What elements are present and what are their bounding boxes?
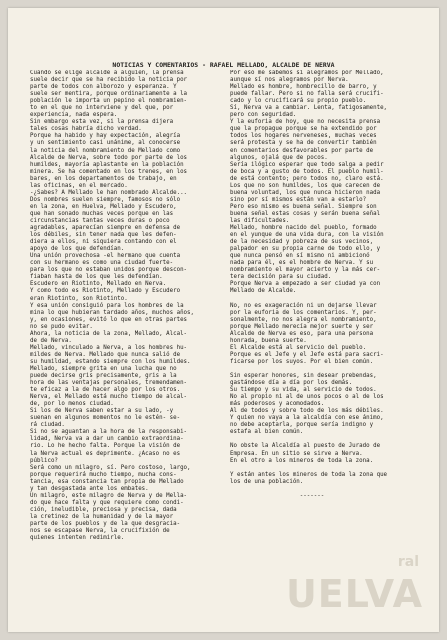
text-line: algunos, ojalá que de pocos. [230, 154, 328, 161]
text-line: Escudero en Riotinto, Mellado en Nerva. [30, 281, 167, 288]
text-line: do que hace falta y que requiere como condi- [30, 499, 184, 506]
text-line: de de Nerva. [30, 337, 72, 344]
text-line [230, 366, 426, 373]
text-line: Será como un milagro, sí. Pero costoso, largo, [30, 464, 191, 471]
text-line: hora de las ventajas personales, tremendamen- [30, 380, 188, 387]
text-line: experiencia, nada espera. [30, 112, 118, 119]
text-line: Los que no son humildes, los que carecen de [230, 182, 381, 189]
text-line: parte de todos con alborozo y esperanza. Y [30, 84, 177, 91]
text-line: Ahora, la noticia de la zona, Mellado, Alcal- [30, 330, 188, 337]
text-line: nos se escapase Nerva, la crucifixión de [30, 528, 170, 535]
text-line: suele decir que se ha recibido la noticia por [30, 77, 188, 84]
text-line: Cuando se elige alcalde a alguien, la prensa [30, 70, 184, 76]
text-line: eran Riotinto, son Riotinto. [30, 295, 128, 302]
text-line: y tan desgastada ante los embates. [30, 485, 149, 492]
text-line: con su hermano es como una ciudad fuerte- [30, 260, 174, 267]
text-line: de, por lo menos ciudad. [30, 401, 114, 408]
text-line: gastándose día a día por los demás. [230, 380, 353, 387]
text-line: los de una población. [230, 478, 304, 485]
text-line: de boca y a gusto de todos. El pueblo humil- [230, 168, 384, 175]
text-line: pero con seguridad. [230, 112, 297, 119]
text-line: para los que no estaban unidos porque descon- [30, 267, 188, 274]
text-line: Un milagro, este milagro de Nerva y de Mella- [30, 492, 188, 499]
right-column [230, 70, 426, 500]
text-line: Y esa unión consiguió para los hombres de la [30, 302, 184, 309]
text-line: Y como todo es Riotinto, Mellado y Escudero [30, 288, 181, 295]
text-line: buena señal estas cosas y serán buena señal [230, 210, 381, 217]
text-line: parte de los pueblos y de la que desgracia- [30, 521, 181, 527]
text-line: fiaban hasta de los que les defendían. [30, 274, 163, 281]
text-line: todos los hogares nerveneses, muchas veces [230, 133, 377, 140]
text-line: tales cosas habría dicho verdad. [30, 126, 142, 133]
text-line: humildes, mayoría aplastante en la población [30, 161, 184, 168]
text-line: Y quien no vaya a la alcaldía con ese ánimo, [230, 415, 384, 422]
text-line: mildes de Nerva. Mellado que nunca salió de [30, 351, 181, 358]
text-line: los débiles, sin tener nada que les defen- [30, 232, 177, 239]
text-line: Sin esperar honores, sin desear prebendas, [230, 373, 377, 380]
text-line: rá ciudad. [30, 422, 65, 429]
text-line: palpador en su propia carne de todo ello, y [230, 246, 381, 253]
text-line: to en el que no interviene y del que, por [30, 105, 174, 112]
text-line: te eficaz a la de hacer algo por los otros. [30, 387, 181, 394]
text-line: de la necesidad y pobreza de sus vecinos, [230, 239, 374, 246]
text-line: no debe aceptarla, porque sería indigno y [230, 422, 374, 429]
text-line: en comentarios desfavorables por parte de [230, 147, 374, 154]
text-line: Alcalde de Nerva, sobre todo por parte de los [30, 154, 188, 161]
left-column [30, 70, 222, 542]
document-page [8, 8, 439, 632]
text-line: ción, ineludible, preciosa y precisa, dada [30, 506, 177, 513]
text-line: que la propague porque se ha extendido por [230, 126, 377, 133]
text-line: tancia, esa constancia tan propia de Mellado [30, 478, 184, 485]
text-line: y, en ocasiones, evitó lo que en otras partes [30, 316, 188, 323]
text-line: Si no se aguantan a la hora de la responsabi- [30, 429, 188, 436]
text-line: Mellado de Alcalde. [230, 288, 297, 295]
text-line: sino por sí mismos están van a estarlo? [230, 196, 367, 203]
text-line: honrada, buena suerte. [230, 337, 307, 344]
text-line: porque Mellado merecía mejor suerte y ser [230, 323, 374, 330]
text-line: lidad, Nerva va a dar un cambio extraordina- [30, 436, 184, 443]
text-line: Sería ilógico esperar que todo salga a pedir [230, 161, 384, 168]
text-line: puede decirse gris precisamente, gris a la [30, 373, 177, 380]
text-line: aunque sí nos alegramos por Nerva. [230, 77, 349, 84]
text-line: Su tiempo y su vida, al servicio de todos. [230, 387, 377, 394]
text-line: ------- [230, 492, 325, 499]
text-line: quienes intenten redimirle. [30, 535, 125, 542]
text-line: circunstancias tantas veces duras o poco [30, 217, 170, 224]
text-line: cado y lo crucificará su propio pueblo. [230, 98, 367, 105]
text-line: mina lo que hubieran tardado años, muchos años, [30, 309, 195, 316]
text-line: rio. Lo he hecho falta. Porque la visión de [30, 443, 181, 450]
text-line: Por eso me sabemos si alegramos por Mellado, [230, 70, 384, 76]
text-line: la noticia del nombramiento de Mellado como [30, 147, 181, 154]
text-line: Y la euforia de hoy, que no necesita prensa [230, 119, 381, 126]
text-line: Mellado, hombre nacido del pueblo, formado [230, 225, 377, 232]
text-line: Si los de Nerva saben estar a su lado, -y [30, 408, 174, 415]
text-line: buena voluntad, los que nunca hicieron nada [230, 189, 381, 196]
text-line: No obste la Alcaldía al puesto de Jurado de [230, 443, 381, 450]
text-line [230, 486, 426, 493]
text-line: las oficinas, en el mercado. [30, 182, 128, 189]
archive-watermark [255, 550, 425, 618]
text-line: bares, en los departamentos de trabajo, en [30, 175, 177, 182]
text-line: Porque ha habido y hay expectación, alegría [30, 133, 181, 140]
text-line: y un sentimiento casi unánime, al conocerse [30, 140, 181, 147]
text-line: Dos nombres suelen siempre, famosos no sólo [30, 196, 181, 203]
text-line [230, 296, 426, 303]
text-line: en la zona, en Huelva, Mellado y Escudero, [30, 203, 177, 210]
text-line: Sin embargo esta vez, si la prensa dijera [30, 119, 174, 126]
watermark-top-text: ral [397, 554, 419, 570]
text-line: Porque es el Jefe y el Jefe está para sacri- [230, 351, 384, 358]
text-line: agradables, aparecían siempre en defensa de [30, 225, 181, 232]
text-line: diera a ellos, ni siquiera contando con el [30, 239, 177, 246]
text-line: Mellado, vinculado a Nerva, a los hombres hu- [30, 344, 188, 351]
text-line: Mellado, siempre grita en una lucha que no [30, 365, 177, 372]
text-line: población le importa un pepino el nombramien- [30, 98, 188, 105]
text-line: Alcalde de Nerva es eso, para una persona [230, 330, 374, 337]
article-title: NOTICIAS Y COMENTARIOS - RAFAEL MELLADO, ALCALDE DE NERVA [112, 61, 335, 69]
text-line: tera decisión para su ciudad. [230, 274, 332, 281]
text-line: que nunca pensó en sí mismo ni ambicionó [230, 253, 370, 260]
text-line: será protesta y se ha de convertir también [230, 140, 377, 147]
text-line: su humildad, estando siempre con los humildes. [30, 358, 191, 365]
text-line: suenan en algunos momentos no le estén- se- [30, 415, 181, 422]
text-line: suele ser mentira, porque ordinariamente a la [30, 91, 188, 98]
text-line: nada para él, es el hombre de Nerva. Y su [230, 260, 374, 267]
text-line: Sí, Nerva va a cambiar. Lenta, fatigosamente, [230, 105, 388, 112]
text-line [230, 465, 426, 472]
text-line: público? [30, 457, 58, 464]
text-line: Mellado es hombre, hombrecillo de barro, y [230, 84, 377, 91]
text-line: sonalmente, no nos alegra el nombramiento, [230, 316, 377, 323]
text-line: en el yunque de una vida dura, con la visión [230, 232, 384, 239]
text-line: Empresa. En un sitio se sirve a Nerva. [230, 450, 363, 457]
text-line: No al propio ni al de unos pocos o al de los [230, 394, 384, 401]
text-line: que han sonado muchas veces porque en las [30, 210, 174, 217]
text-line: las dificultades. [230, 217, 290, 224]
text-line: En el otro a los mineros de toda la zona. [230, 457, 374, 464]
text-line: Y están antes los mineros de toda la zona que [230, 471, 388, 478]
text-line: minera. Se ha comentado en los trenes, en los [30, 168, 188, 175]
text-line: nombramiento el mayor acierto y la más cer- [230, 267, 381, 274]
text-line: Nerva, el Mellado está mucho tiempo de alcal- [30, 394, 188, 401]
text-line: por la euforia de los comentarios. Y, per- [230, 309, 377, 316]
text-line: la Nerva actual es deprimente. ¿Acaso no es [30, 450, 181, 457]
text-line: ficarse por los suyos. Por el bien común. [230, 358, 374, 365]
text-line: no se pudo evitar. [30, 323, 93, 330]
text-line: puede fallar. Pero si no falla será crucifi- [230, 91, 384, 98]
text-line: apoyo de los que defendían. [30, 246, 125, 253]
text-line: -¿Sabes? A Mellado le han nombrado Alcalde... [30, 189, 188, 196]
text-line: más poderosos y acomodados. [230, 401, 325, 408]
text-line: de está contento; pero todos no, claro está. [230, 175, 384, 182]
text-line: estafa al bien común. [230, 429, 304, 436]
text-line: Pero eso mismo es buena señal. Siempre son [230, 203, 377, 210]
text-line: El Alcalde está al servicio del pueblo. [230, 344, 367, 351]
text-line: Porque Nerva a empezado a ser ciudad ya con [230, 281, 381, 288]
text-line: Una unión provechosa -el hermano que cuenta [30, 253, 181, 260]
text-line: porque requerirá mucho tiempo, mucha cons- [30, 471, 177, 478]
watermark-main-text: UELVA [285, 572, 423, 616]
text-line: Al de todos y sobre todo de los más débiles. [230, 408, 384, 415]
text-line: la cretinez de la humanidad y de la mayor [30, 513, 174, 520]
text-line: No, no es exageración ni un dejarse llevar [230, 302, 377, 309]
